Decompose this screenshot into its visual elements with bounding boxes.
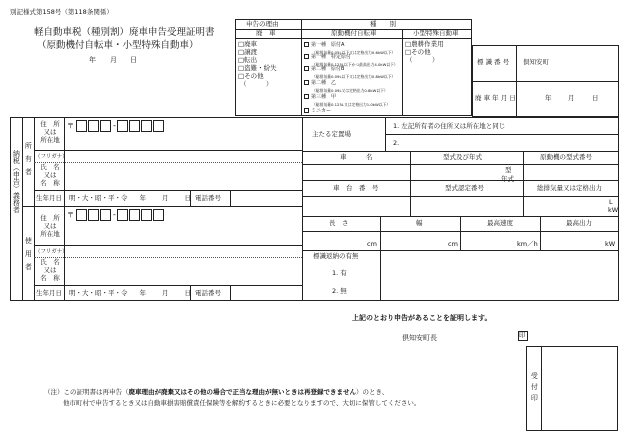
user-name-label: 氏 名 又は 名 称	[40, 258, 60, 282]
user-address-label: 住 所 又は 所在地	[40, 214, 60, 238]
reason-haisha[interactable]: □廃車	[238, 40, 258, 48]
speed-label: 最高速度	[487, 219, 513, 227]
reason-sonota-paren: （ ）	[240, 80, 273, 88]
haisha-year: 年	[545, 94, 552, 102]
shoyusha-label: 所有者	[24, 142, 33, 181]
displacement-label: 総排気量又は定格出力	[537, 184, 602, 192]
haisha-date-label: 廃 車 年 月 日	[475, 94, 516, 102]
width-label: 幅	[416, 219, 423, 227]
length-unit: cm	[367, 240, 377, 248]
plate-return-label: 標識返納の有無	[313, 252, 359, 260]
haisha-month: 月	[568, 94, 575, 102]
type-header: 種 別	[370, 20, 396, 28]
plate-municipality: 倶知安町	[523, 58, 549, 66]
vehicle-name-label: 車 名	[340, 153, 373, 161]
gentsuki-header: 原動機付自転車	[331, 29, 377, 37]
displacement-unit-kw: kW	[608, 206, 619, 214]
header-year: 年	[89, 56, 96, 64]
reason-sonota[interactable]: □その他	[238, 72, 264, 80]
chassis-label: 車 台 番 号	[333, 184, 379, 192]
plate-return-yes[interactable]: 1. 有	[332, 269, 347, 277]
title-line1: 軽自動車税（種別割）廃車申告受理証明書	[34, 27, 215, 38]
kata-unit: 型	[505, 166, 512, 174]
owner-address-label: 住 所 又は 所在地	[40, 120, 60, 144]
length-label: 長 さ	[329, 219, 349, 227]
plate-return-no[interactable]: 2. 無	[332, 287, 347, 295]
gentsuki-item[interactable]: 第三種 甲 （総排気量0.125L又は定格出力1.0kW以下）	[304, 93, 390, 108]
power-label: 最高出力	[566, 219, 592, 227]
cert-number-label: 型式認定番号	[445, 184, 484, 192]
header-month: 月	[110, 56, 117, 64]
user-furigana-label: （フリガナ）	[35, 249, 68, 255]
kogata-paren: （ ）	[406, 56, 439, 64]
width-unit: cm	[448, 240, 458, 248]
taxpayer-group-label: 納税（申告）義務者	[12, 150, 21, 213]
owner-birth-label: 生年月日	[36, 194, 62, 202]
engine-model-label: 原動機の型式番号	[540, 153, 592, 161]
note-line2: 他市町村で申告するとき又は自動車損害賠償責任保険等を解約するときに必要となりますので、大切に保管してください。	[63, 399, 421, 407]
reason-joto[interactable]: □譲渡	[238, 48, 258, 56]
certification-statement: 上記のとおり申告があることを証明します。	[352, 314, 492, 322]
reason-tenshutsu[interactable]: □転出	[238, 56, 258, 64]
displacement-unit-l: L	[609, 198, 613, 206]
main-place-option1[interactable]: 1. 左記所有者の住所又は所在地と同じ	[393, 122, 506, 130]
shiyosha-label: 使用者	[24, 237, 33, 276]
reason-tonan[interactable]: □盗難・紛失	[238, 64, 277, 72]
nenshiki-unit: 年式	[501, 175, 514, 183]
gentsuki-item[interactable]: 第二種 原付B （総排気量0.09L以下又は定格出力0.8kW以下）	[304, 65, 395, 80]
kogata-header: 小型特殊自動車	[413, 29, 459, 37]
power-unit: kW	[605, 240, 616, 248]
user-birth-date[interactable]: 明・大・昭・平・令 年 月 日	[69, 289, 191, 297]
owner-phone-label: 電話番号	[195, 194, 221, 202]
kogata-nokou[interactable]: □農耕作業用	[405, 40, 444, 48]
user-postal-code[interactable]: 〒 -	[67, 209, 165, 221]
user-birth-label: 生年月日	[36, 289, 62, 297]
reason-header: 申告の理由	[246, 20, 279, 28]
receipt-stamp-label: 受付印	[530, 372, 539, 405]
owner-postal-code[interactable]: 〒 -	[67, 120, 165, 132]
haisha-header: 廃 車	[256, 29, 276, 37]
haisha-day: 日	[592, 94, 599, 102]
kogata-sonota[interactable]: □その他	[405, 48, 431, 56]
mayor-label: 倶知安町長	[402, 334, 437, 342]
owner-furigana-label: （フリガナ）	[35, 154, 68, 160]
form-number: 別記様式第158号（第118条関係）	[10, 8, 113, 16]
mayor-seal-char: 印	[519, 331, 526, 339]
header-day: 日	[130, 56, 137, 64]
user-phone-label: 電話番号	[195, 289, 221, 297]
plate-label: 標 識 番 号	[477, 58, 510, 66]
gentsuki-item[interactable]: 第一種 特定原付 （総排気量0.125L以下かつ最高出力4.0kW以下）	[304, 53, 398, 68]
title-line2: （原動機付自転車・小型特殊自動車）	[37, 40, 199, 51]
main-place-label: 主たる定置場	[312, 130, 351, 138]
note-line1: （注）この証明書は再申告（廃車理由が廃棄又はその他の場合で正当な理由が無いときは再登録できません）のとき、	[44, 388, 389, 396]
main-place-option2[interactable]: 2.	[393, 139, 400, 147]
owner-name-label: 氏 名 又は 名 称	[40, 163, 60, 187]
model-year-label: 型式及び年式	[443, 153, 482, 161]
gentsuki-item[interactable]: ミニカー	[304, 107, 331, 115]
speed-unit: km／h	[517, 240, 538, 248]
owner-birth-date[interactable]: 明・大・昭・平・令 年 月 日	[69, 194, 191, 202]
receipt-stamp-box	[526, 346, 618, 431]
gentsuki-item[interactable]: 第二種 乙 （総排気量0.09L又は定格出力0.8kW以下）	[304, 79, 388, 94]
gentsuki-item[interactable]: 第一種 原付A （総排気量0.05L以下又は定格出力0.6kW以下）	[304, 41, 395, 56]
